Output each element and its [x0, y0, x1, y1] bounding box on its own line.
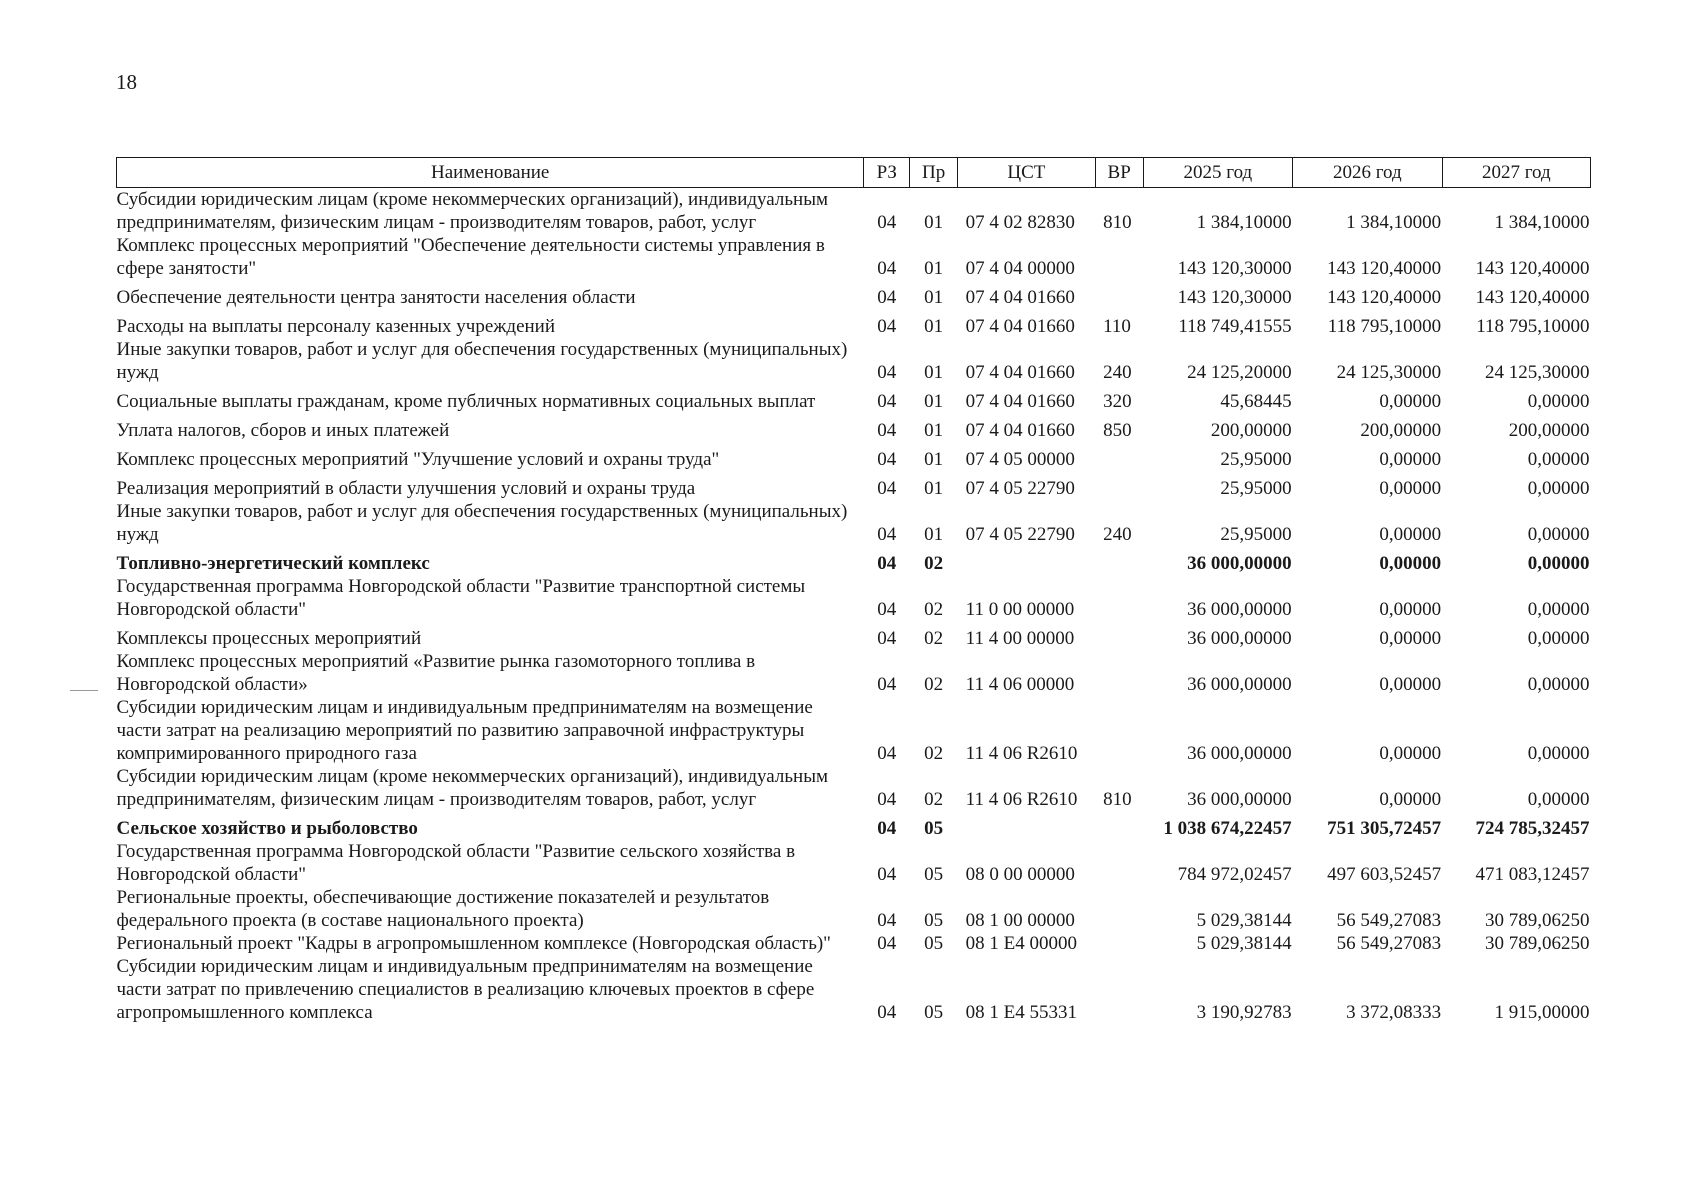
cell-2025: 25,95000 — [1220, 524, 1292, 545]
cell-vr: 240 — [1103, 524, 1132, 545]
table-row — [117, 546, 1591, 575]
cell-2026: 0,00000 — [1379, 478, 1442, 499]
cell-vr: 810 — [1103, 212, 1132, 233]
header-2027: 2027 год — [1442, 158, 1590, 188]
cell-vr — [1095, 575, 1143, 621]
cell-name: Комплекс процессных мероприятий "Улучшение условий и охраны труда" — [116, 449, 720, 470]
cell-pr: 01 — [924, 524, 944, 545]
cell-pr: 05 — [924, 864, 944, 885]
cell-2025: 25,95000 — [1220, 478, 1292, 499]
cell-2026: 56 549,27083 — [1336, 933, 1442, 954]
cell-2025: 24 125,20000 — [1187, 362, 1292, 383]
cell-2026: 118 795,10000 — [1327, 316, 1442, 337]
cell-name: Субсидии юридическим лицам (кроме некоммерческих организаций), индивидуальным предпринимателям, физическим лицам - производителям товаров, работ, услуг — [116, 189, 828, 233]
cell-2027: 30 789,06250 — [1485, 910, 1590, 931]
cell-2025: 118 749,41555 — [1178, 316, 1292, 337]
cell-2026: 200,00000 — [1360, 420, 1442, 441]
cell-vr — [1095, 471, 1143, 500]
header-2025: 2025 год — [1143, 158, 1292, 188]
cell-pr: 01 — [924, 478, 944, 499]
cell-2026: 751 305,72457 — [1327, 818, 1442, 839]
cell-pr: 01 — [924, 212, 944, 233]
cell-cst: 07 4 04 01660 — [965, 391, 1075, 412]
cell-2027: 0,00000 — [1527, 789, 1590, 810]
cell-rz: 04 — [877, 212, 897, 233]
cell-cst: 11 0 00 00000 — [965, 599, 1075, 620]
table-row — [117, 886, 1591, 932]
cell-2026: 0,00000 — [1379, 449, 1442, 470]
table-row — [117, 811, 1591, 840]
cell-vr — [1095, 546, 1143, 575]
table-row — [117, 309, 1591, 338]
cell-2026: 24 125,30000 — [1336, 362, 1442, 383]
cell-pr: 01 — [924, 258, 944, 279]
table-row — [117, 650, 1591, 696]
cell-2026: 143 120,40000 — [1327, 287, 1442, 308]
table-row — [117, 280, 1591, 309]
cell-2025: 36 000,00000 — [1187, 553, 1292, 574]
cell-name: Государственная программа Новгородской области "Развитие сельского хозяйства в Новгородской области" — [116, 841, 796, 885]
table-row — [117, 500, 1591, 546]
cell-rz: 04 — [877, 316, 897, 337]
budget-table — [116, 157, 1591, 1024]
cell-name: Обеспечение деятельности центра занятости населения области — [116, 287, 636, 308]
cell-rz: 04 — [877, 818, 897, 839]
cell-2025: 784 972,02457 — [1177, 864, 1292, 885]
cell-rz: 04 — [877, 599, 897, 620]
cell-2027: 118 795,10000 — [1476, 316, 1590, 337]
cell-2026: 0,00000 — [1379, 628, 1442, 649]
cell-rz: 04 — [877, 933, 897, 954]
cell-cst: 11 4 06 R2610 — [965, 789, 1078, 810]
cell-vr — [1095, 234, 1143, 280]
cell-pr: 05 — [924, 1002, 944, 1023]
table-body — [117, 188, 1591, 1025]
cell-vr — [1095, 886, 1143, 932]
header-cst: ЦСТ — [958, 158, 1095, 188]
cell-2027: 24 125,30000 — [1485, 362, 1590, 383]
cell-2027: 0,00000 — [1527, 599, 1590, 620]
cell-cst: 08 1 00 00000 — [965, 910, 1075, 931]
cell-2026: 1 384,10000 — [1346, 212, 1442, 233]
cell-pr: 02 — [924, 553, 944, 574]
cell-2026: 497 603,52457 — [1327, 864, 1442, 885]
cell-2026: 0,00000 — [1379, 789, 1442, 810]
cell-2027: 724 785,32457 — [1475, 818, 1590, 839]
cell-name: Реализация мероприятий в области улучшения условий и охраны труда — [116, 478, 696, 499]
cell-rz: 04 — [877, 362, 897, 383]
cell-rz: 04 — [877, 449, 897, 470]
cell-name: Региональные проекты, обеспечивающие достижение показателей и результатов федерального проекта (в составе национального проекта) — [116, 887, 770, 931]
cell-pr: 05 — [924, 910, 944, 931]
cell-cst: 11 4 00 00000 — [965, 628, 1075, 649]
cell-2025: 36 000,00000 — [1187, 599, 1292, 620]
cell-cst: 11 4 06 R2610 — [965, 743, 1078, 764]
cell-cst: 07 4 05 00000 — [965, 449, 1075, 470]
cell-2025: 5 029,38144 — [1196, 910, 1292, 931]
cell-vr — [1095, 955, 1143, 1024]
cell-2027: 1 915,00000 — [1494, 1002, 1590, 1023]
table-row — [117, 621, 1591, 650]
cell-pr: 01 — [924, 316, 944, 337]
cell-vr — [1095, 696, 1143, 765]
cell-name: Комплексы процессных мероприятий — [116, 628, 422, 649]
cell-2025: 143 120,30000 — [1177, 287, 1292, 308]
table-row — [117, 413, 1591, 442]
cell-2025: 36 000,00000 — [1187, 743, 1292, 764]
cell-2026: 0,00000 — [1379, 674, 1442, 695]
cell-name: Государственная программа Новгородской области "Развитие транспортной системы Новгородской области" — [116, 576, 806, 620]
cell-pr: 02 — [924, 628, 944, 649]
cell-2027: 0,00000 — [1527, 743, 1590, 764]
table-row — [117, 234, 1591, 280]
cell-name: Иные закупки товаров, работ и услуг для обеспечения государственных (муниципальных) нужд — [116, 501, 848, 545]
cell-name: Субсидии юридическим лицам (кроме некоммерческих организаций), индивидуальным предпринимателям, физическим лицам - производителям товаров, работ, услуг — [116, 766, 828, 810]
cell-vr — [1095, 621, 1143, 650]
table-row — [117, 471, 1591, 500]
cell-name: Расходы на выплаты персоналу казенных учреждений — [116, 316, 556, 337]
cell-2027: 0,00000 — [1527, 628, 1590, 649]
margin-mark — [70, 690, 98, 691]
cell-vr — [1095, 932, 1143, 955]
cell-2025: 36 000,00000 — [1187, 789, 1292, 810]
cell-2027: 200,00000 — [1508, 420, 1590, 441]
cell-name: Комплекс процессных мероприятий "Обеспечение деятельности системы управления в сфере занятости" — [116, 235, 825, 279]
cell-rz: 04 — [877, 674, 897, 695]
cell-pr: 05 — [924, 818, 944, 839]
cell-2027: 0,00000 — [1527, 553, 1590, 574]
cell-vr — [1095, 280, 1143, 309]
cell-cst: 07 4 04 01660 — [965, 316, 1075, 337]
table-row — [117, 442, 1591, 471]
table-row — [117, 575, 1591, 621]
cell-pr: 01 — [924, 420, 944, 441]
table-header-row — [117, 158, 1591, 188]
header-rz: РЗ — [864, 158, 910, 188]
cell-2026: 0,00000 — [1379, 743, 1442, 764]
cell-2027: 30 789,06250 — [1485, 933, 1590, 954]
cell-2025: 45,68445 — [1220, 391, 1292, 412]
cell-cst: 08 1 Е4 55331 — [965, 1002, 1078, 1023]
cell-vr — [1095, 840, 1143, 886]
cell-rz: 04 — [877, 524, 897, 545]
header-name: Наименование — [117, 158, 864, 188]
cell-cst: 07 4 05 22790 — [965, 478, 1075, 499]
cell-name: Субсидии юридическим лицам и индивидуальным предпринимателям на возмещение части затрат по привлечению специалистов в реализацию ключевых проектов в сфере агропромышленного комплекса — [116, 956, 815, 1023]
cell-2025: 143 120,30000 — [1177, 258, 1292, 279]
cell-rz: 04 — [877, 789, 897, 810]
cell-cst: 07 4 04 01660 — [965, 362, 1075, 383]
cell-name: Топливно-энергетический комплекс — [116, 553, 430, 574]
cell-2025: 200,00000 — [1210, 420, 1292, 441]
cell-rz: 04 — [877, 1002, 897, 1023]
cell-vr — [1095, 650, 1143, 696]
table-row — [117, 696, 1591, 765]
cell-2027: 143 120,40000 — [1475, 258, 1590, 279]
cell-name: Региональный проект "Кадры в агропромышленном комплексе (Новгородская область)" — [116, 933, 831, 954]
table-row — [117, 338, 1591, 384]
cell-vr — [1095, 811, 1143, 840]
cell-cst: 11 4 06 00000 — [965, 674, 1075, 695]
cell-name: Иные закупки товаров, работ и услуг для обеспечения государственных (муниципальных) нужд — [116, 339, 848, 383]
cell-name: Комплекс процессных мероприятий «Развитие рынка газомоторного топлива в Новгородской области» — [116, 651, 756, 695]
cell-pr: 02 — [924, 674, 944, 695]
cell-cst — [958, 811, 1095, 840]
cell-name: Уплата налогов, сборов и иных платежей — [116, 420, 450, 441]
table-row — [117, 932, 1591, 955]
header-vr: ВР — [1095, 158, 1143, 188]
cell-2025: 5 029,38144 — [1196, 933, 1292, 954]
cell-pr: 01 — [924, 287, 944, 308]
cell-2025: 36 000,00000 — [1187, 628, 1292, 649]
cell-rz: 04 — [877, 628, 897, 649]
table-row — [117, 765, 1591, 811]
page-number: 18 — [116, 70, 137, 94]
cell-vr — [1095, 442, 1143, 471]
cell-vr: 810 — [1103, 789, 1132, 810]
cell-2027: 1 384,10000 — [1494, 212, 1590, 233]
cell-name: Субсидии юридическим лицам и индивидуальным предпринимателям на возмещение части затрат на реализацию мероприятий по развитию заправочной инфраструктуры компримированного природного газа — [116, 697, 813, 764]
cell-2025: 36 000,00000 — [1187, 674, 1292, 695]
cell-rz: 04 — [877, 910, 897, 931]
cell-cst: 07 4 04 01660 — [965, 420, 1075, 441]
cell-2026: 0,00000 — [1379, 553, 1442, 574]
cell-2026: 0,00000 — [1379, 391, 1442, 412]
cell-2027: 0,00000 — [1527, 449, 1590, 470]
cell-2026: 3 372,08333 — [1346, 1002, 1442, 1023]
cell-cst: 07 4 02 82830 — [965, 212, 1075, 233]
cell-pr: 02 — [924, 599, 944, 620]
cell-rz: 04 — [877, 864, 897, 885]
cell-2025: 1 384,10000 — [1196, 212, 1292, 233]
cell-2027: 0,00000 — [1527, 524, 1590, 545]
cell-pr: 02 — [924, 789, 944, 810]
cell-2027: 0,00000 — [1527, 391, 1590, 412]
cell-2025: 3 190,92783 — [1196, 1002, 1292, 1023]
table-row — [117, 384, 1591, 413]
cell-2027: 143 120,40000 — [1475, 287, 1590, 308]
table-row — [117, 840, 1591, 886]
cell-2026: 0,00000 — [1379, 524, 1442, 545]
cell-rz: 04 — [877, 743, 897, 764]
cell-2026: 0,00000 — [1379, 599, 1442, 620]
cell-pr: 02 — [924, 743, 944, 764]
cell-rz: 04 — [877, 258, 897, 279]
cell-rz: 04 — [877, 391, 897, 412]
cell-2027: 0,00000 — [1527, 478, 1590, 499]
cell-cst: 07 4 04 00000 — [965, 258, 1075, 279]
cell-pr: 01 — [924, 449, 944, 470]
cell-vr: 320 — [1103, 391, 1132, 412]
cell-rz: 04 — [877, 553, 897, 574]
cell-cst: 08 0 00 00000 — [965, 864, 1075, 885]
cell-2026: 56 549,27083 — [1336, 910, 1442, 931]
header-2026: 2026 год — [1293, 158, 1442, 188]
table-row — [117, 955, 1591, 1024]
cell-pr: 05 — [924, 933, 944, 954]
cell-rz: 04 — [877, 420, 897, 441]
cell-vr: 110 — [1103, 316, 1131, 337]
cell-rz: 04 — [877, 478, 897, 499]
cell-cst — [958, 546, 1095, 575]
table-row — [117, 188, 1591, 235]
cell-2025: 1 038 674,22457 — [1163, 818, 1292, 839]
cell-name: Сельское хозяйство и рыболовство — [116, 818, 418, 839]
cell-2027: 0,00000 — [1527, 674, 1590, 695]
cell-2025: 25,95000 — [1220, 449, 1292, 470]
cell-2026: 143 120,40000 — [1327, 258, 1442, 279]
cell-vr: 240 — [1103, 362, 1132, 383]
cell-name: Социальные выплаты гражданам, кроме публичных нормативных социальных выплат — [116, 391, 816, 412]
cell-cst: 08 1 Е4 00000 — [965, 933, 1078, 954]
cell-rz: 04 — [877, 287, 897, 308]
cell-cst: 07 4 05 22790 — [965, 524, 1075, 545]
cell-pr: 01 — [924, 391, 944, 412]
cell-2027: 471 083,12457 — [1475, 864, 1590, 885]
header-pr: Пр — [910, 158, 958, 188]
cell-pr: 01 — [924, 362, 944, 383]
cell-vr: 850 — [1103, 420, 1132, 441]
cell-cst: 07 4 04 01660 — [965, 287, 1075, 308]
